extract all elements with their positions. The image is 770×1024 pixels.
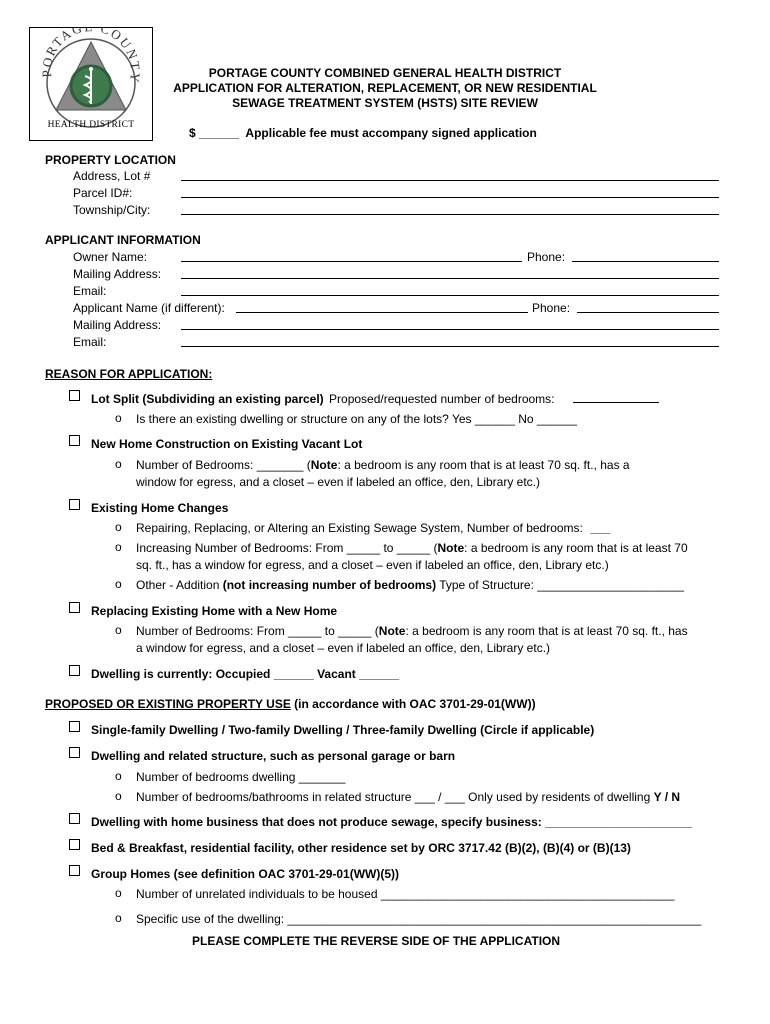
address-label: Address, Lot # [73,169,151,183]
single-family-checkbox[interactable] [69,721,80,732]
property-use-heading: PROPOSED OR EXISTING PROPERTY USE [45,697,291,711]
township-field[interactable] [181,214,719,215]
existing-home-label: Existing Home Changes [91,501,229,515]
header-line-3: SEWAGE TREATMENT SYSTEM (HSTS) SITE REVIEW [232,96,538,110]
bullet: o [115,886,122,900]
lot-split-bedrooms-field[interactable] [573,402,659,403]
bullet: o [115,520,122,534]
text: : a bedroom is any room that is at least 70 [464,541,688,555]
text: Type of Structure: ______________________ [436,578,685,592]
property-use-title [45,697,536,711]
footer-instruction: PLEASE COMPLETE THE REVERSE SIDE OF THE APPLICATION [192,934,561,948]
health-district-logo [29,27,153,141]
bedrooms-blank[interactable]: ___ [590,521,611,535]
fee-note: Applicable fee must accompany signed application [245,126,537,140]
mailing-address-field[interactable] [181,278,719,279]
township-label: Township/City: [73,203,151,217]
bullet: o [115,769,122,783]
parcel-label: Parcel ID#: [73,186,133,200]
property-use-reference: (in accordance with OAC 3701-29-01(WW)) [290,697,536,711]
bnb-label: Bed & Breakfast, residential facility, other residence set by ORC 3717.42 (B)(2), (B)(4) or (B)(13) [91,841,631,855]
bnb-checkbox[interactable] [69,839,80,850]
phone2-field[interactable] [577,312,719,313]
existing-home-checkbox[interactable] [69,499,80,510]
group-homes-label: Group Homes (see definition OAC 3701-29-01(WW)(5)) [91,867,400,881]
replacing-home-checkbox[interactable] [69,602,80,613]
email2-field[interactable] [181,346,719,347]
fee-line [189,126,537,140]
note-label: Note [437,541,465,555]
mailing-address2-field[interactable] [181,329,719,330]
text: Increasing Number of Bedrooms: From _____ to _____ ( [136,541,438,555]
dwelling-status-checkbox[interactable] [69,665,80,676]
bullet: o [115,789,122,803]
dwelling-bedrooms-line: Number of bedrooms dwelling _______ [136,770,346,784]
bullet: o [115,623,122,637]
text: Number of bedrooms/bathrooms in related structure ___ / ___ Only used by residents of dwelling [136,790,654,804]
owner-name-field[interactable] [181,261,522,262]
yes-no-choice[interactable]: Y / N [653,790,681,804]
header-line-1: PORTAGE COUNTY COMBINED GENERAL HEALTH DISTRICT [208,66,562,80]
fee-amount-field[interactable]: $ ______ [189,126,240,140]
existing-repair-line [136,521,610,535]
mailing-address-label: Mailing Address: [73,267,162,281]
owner-name-label: Owner Name: [73,250,148,264]
unrelated-individuals-line: Number of unrelated individuals to be housed ____________________________________________ [136,887,675,901]
existing-other-line [136,578,684,592]
new-home-checkbox[interactable] [69,435,80,446]
phone-label: Phone: [527,250,566,264]
dwelling-related-checkbox[interactable] [69,747,80,758]
logo-arc-text: PORTAG COUNTY [38,28,144,86]
existing-increase-line [136,541,688,555]
applicant-name-label: Applicant Name (if different): [73,301,225,315]
email-field[interactable] [181,295,719,296]
property-location-title: PROPERTY LOCATION [45,153,176,167]
bullet: o [115,411,122,425]
parcel-field[interactable] [181,197,719,198]
related-structure-line [136,790,680,804]
group-homes-checkbox[interactable] [69,865,80,876]
bullet: o [115,577,122,591]
applicant-name-field[interactable] [236,312,528,313]
mailing-address2-label: Mailing Address: [73,318,162,332]
new-home-bedrooms [136,458,630,472]
single-family-label: Single-family Dwelling / Two-family Dwelling / Three-family Dwelling (Circle if applicable) [91,723,595,737]
text-bold: (not increasing number of bedrooms) [222,578,437,592]
text: Number of Bedrooms: From _____ to _____ ( [136,624,379,638]
text: : a bedroom is any room that is at least 70 sq. ft., has [405,624,688,638]
new-home-label: New Home Construction on Existing Vacant Lot [91,437,363,451]
email-label: Email: [73,284,107,298]
home-business-checkbox[interactable] [69,813,80,824]
note-label: Note [378,624,406,638]
text: : a bedroom is any room that is at least 70 sq. ft., has a [337,458,630,472]
bullet: o [115,457,122,471]
email2-label: Email: [73,335,107,349]
bullet: o [115,540,122,554]
note-label: Note [310,458,338,472]
new-home-bedroom-definition: window for egress, and a closet – even if labeled an office, den, Library etc.) [136,475,541,489]
replacing-bedroom-definition: a window for egress, and a closet – even if labeled an office, den, Library etc.) [136,641,551,655]
specific-use-line: Specific use of the dwelling: ______________________________________________________________ [136,912,702,926]
dwelling-related-label: Dwelling and related structure, such as personal garage or barn [91,749,456,763]
reason-title: REASON FOR APPLICATION: [45,367,213,381]
lot-split-label: Lot Split (Subdividing an existing parcel) [91,392,324,406]
address-field[interactable] [181,180,719,181]
header-line-2: APPLICATION FOR ALTERATION, REPLACEMENT, OR NEW RESIDENTIAL [173,81,597,95]
phone-field[interactable] [572,261,719,262]
lot-split-checkbox[interactable] [69,390,80,401]
applicant-info-title: APPLICANT INFORMATION [45,233,201,247]
text: Other - Addition [136,578,223,592]
bullet: o [115,911,122,925]
phone2-label: Phone: [532,301,571,315]
lot-split-question: Is there an existing dwelling or structure on any of the lots? Yes ______ No ______ [136,412,577,426]
lot-split-rest: Proposed/requested number of bedrooms: [329,392,555,406]
dwelling-status-label: Dwelling is currently: Occupied ______ Vacant ______ [91,667,400,681]
existing-increase-definition: sq. ft., has a window for egress, and a closet – even if labeled an office, den, Library etc.) [136,558,609,572]
logo-label: HEALTH DISTRICT [47,120,135,130]
replacing-home-label: Replacing Existing Home with a New Home [91,604,338,618]
text: Repairing, Replacing, or Altering an Existing Sewage System, Number of bedrooms: [136,521,583,535]
home-business-label: Dwelling with home business that does not produce sewage, specify business: ______________________ [91,815,692,829]
replacing-bedrooms-line [136,624,688,638]
text: Number of Bedrooms: _______ ( [136,458,311,472]
lot-split-item [91,392,555,406]
